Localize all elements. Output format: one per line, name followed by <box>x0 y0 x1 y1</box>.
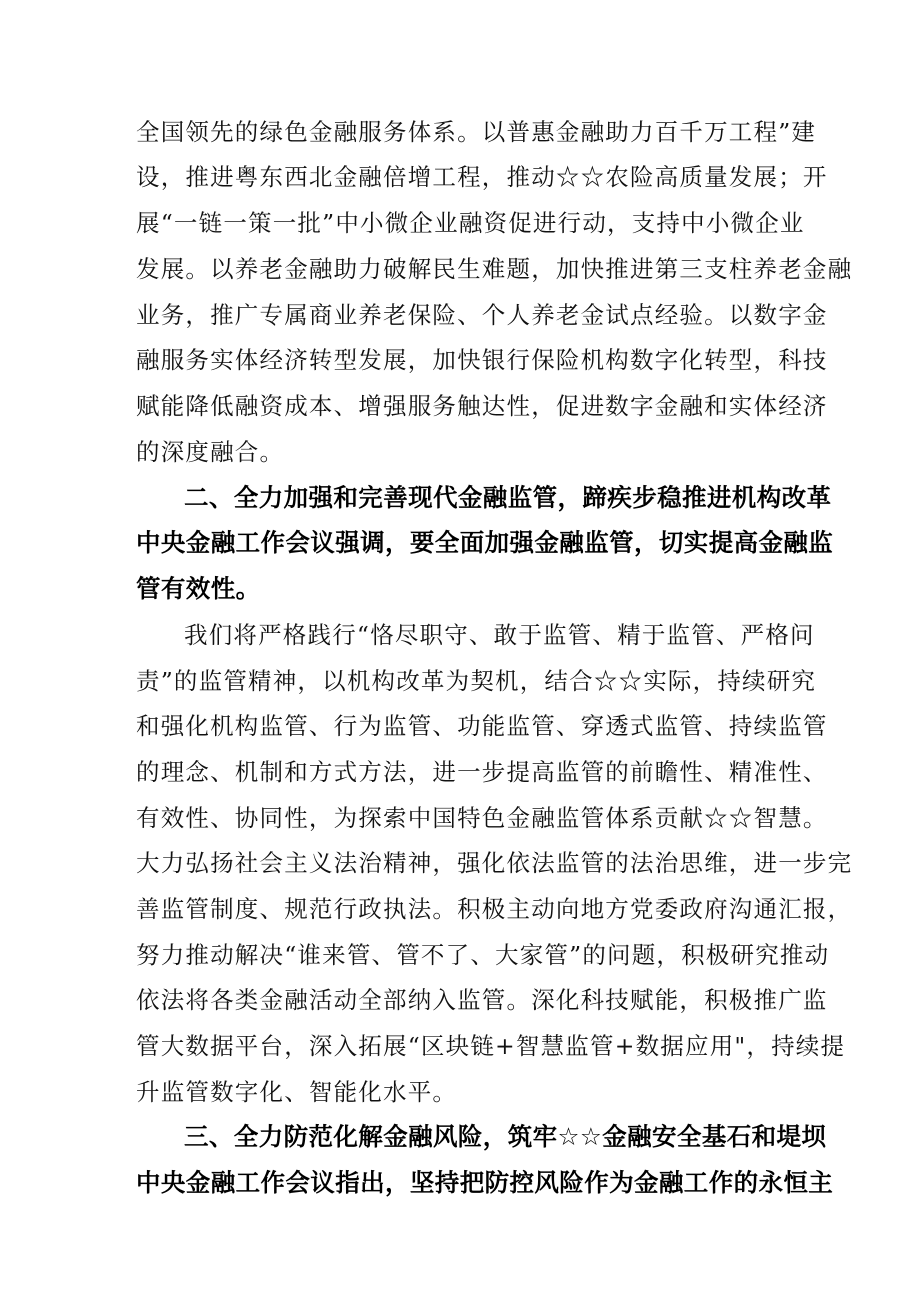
heading-line: 三、全力防范化解金融风险，筑牢☆☆金融安全基石和堤坝 <box>184 1122 827 1151</box>
heading-line: 中央金融工作会议强调，要全面加强金融监管，切实提高金融监 <box>136 528 834 557</box>
text-line: 的深度融合。 <box>136 438 285 466</box>
text-line: 融服务实体经济转型发展，加快银行保险机构数字化转型，科技 <box>136 346 828 374</box>
text-line: 我们将严格践行“恪尽职守、敢于监管、精于监管、严格问 <box>184 621 815 649</box>
text-line: 展“一链一策一批”中小微企业融资促进行动，支持中小微企业 <box>136 209 805 237</box>
text-line: 的理念、机制和方式方法，进一步提高监管的前瞻性、精准性、 <box>136 758 828 786</box>
heading-line: 管有效性。 <box>136 574 261 603</box>
text-line: 赋能降低融资成本、增强服务触达性，促进数字金融和实体经济 <box>136 392 828 420</box>
heading-line: 二、全力加强和完善现代金融监管，蹄疾步稳推进机构改革 <box>184 483 832 512</box>
text-line: 大力弘扬社会主义法治精神，强化依法监管的法治思维，进一步完 <box>136 849 853 877</box>
text-line: 业务，推广专属商业养老保险、个人养老金试点经验。以数字金 <box>136 301 828 329</box>
text-line: 全国领先的绿色金融服务体系。以普惠金融助力百千万工程”建 <box>136 118 817 146</box>
text-line: 和强化机构监管、行为监管、功能监管、穿透式监管、持续监管 <box>136 712 828 740</box>
text-line: 努力推动解决“谁来管、管不了、大家管”的问题，积极研究推动 <box>136 941 830 969</box>
text-line: 依法将各类金融活动全部纳入监管。深化科技赋能，积极推广监 <box>136 986 828 1014</box>
text-line: 善监管制度、规范行政执法。积极主动向地方党委政府沟通汇报， <box>136 895 853 923</box>
heading-line: 中央金融工作会议指出，坚持把防控风险作为金融工作的永恒主 <box>136 1168 834 1197</box>
text-line: 设，推进粤东西北金融倍增工程，推动☆☆农险高质量发展；开 <box>136 163 828 191</box>
text-line: 管大数据平台，深入拓展“区块链+智慧监管+数据应用"，持续提 <box>136 1032 846 1060</box>
text-line: 发展。以养老金融助力破解民生难题，加快推进第三支柱养老金融 <box>136 255 853 283</box>
text-line: 升监管数字化、智能化水平。 <box>136 1078 458 1106</box>
text-line: 有效性、协同性，为探索中国特色金融监管体系贡献☆☆智慧。 <box>136 804 828 832</box>
text-line: 责”的监管精神，以机构改革为契机，结合☆☆实际，持续研究 <box>136 667 817 695</box>
